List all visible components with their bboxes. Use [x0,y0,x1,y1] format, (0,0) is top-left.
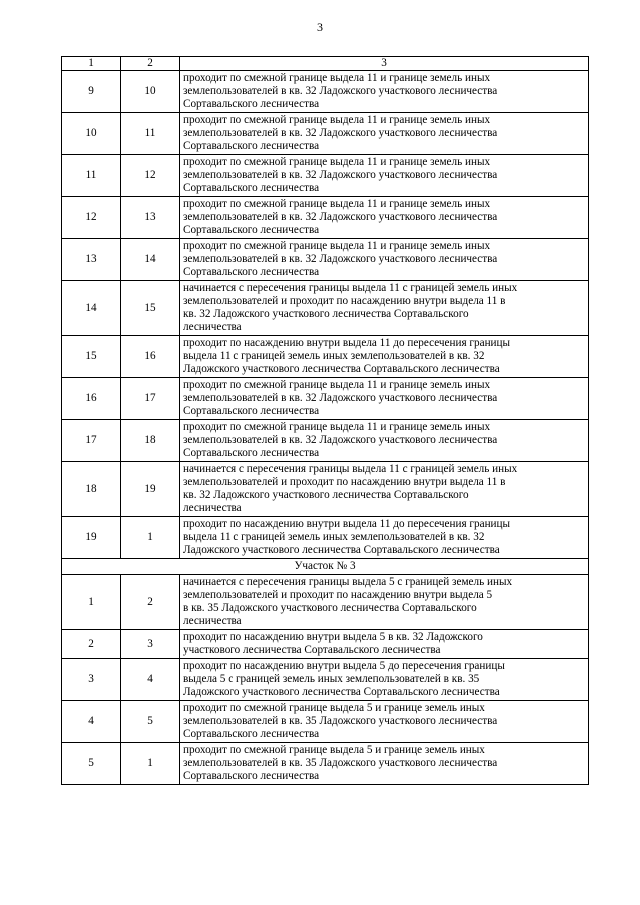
point-to-cell: 18 [121,420,180,462]
table-row [62,420,589,462]
point-to-cell: 2 [121,575,180,630]
table-row [62,71,589,113]
point-to-cell: 12 [121,155,180,197]
boundary-description-table [61,56,589,785]
boundary-description-cell: проходит по смежной границе выдела 5 и границе земель иных землепользователей в кв. 35 Ладожского участкового лесничества Сортавальского лесничества [180,701,589,743]
boundary-description-cell: начинается с пересечения границы выдела 11 с границей земель иных землепользователей и проходит по насаждению внутри выдела 11 в кв. 32 Ладожского участкового лесничества Сортавальского лесничества [180,462,589,517]
table-row [62,239,589,281]
point-from-cell: 12 [62,197,121,239]
point-from-cell: 3 [62,659,121,701]
point-to-cell: 19 [121,462,180,517]
table-row [62,155,589,197]
table-row [62,575,589,630]
point-to-cell: 13 [121,197,180,239]
table-row [62,701,589,743]
point-from-cell: 4 [62,701,121,743]
point-from-cell: 10 [62,113,121,155]
boundary-description-cell: проходит по смежной границе выдела 5 и границе земель иных землепользователей в кв. 35 Ладожского участкового лесничества Сортавальского лесничества [180,743,589,785]
boundary-description-cell: проходит по смежной границе выдела 11 и границе земель иных землепользователей в кв. 32 Ладожского участкового лесничества Сортавальского лесничества [180,155,589,197]
point-from-cell: 11 [62,155,121,197]
header-cell-col3: 3 [180,57,589,71]
point-from-cell: 18 [62,462,121,517]
table-row [62,336,589,378]
header-cell-col1: 1 [62,57,121,71]
point-to-cell: 15 [121,281,180,336]
point-to-cell: 3 [121,630,180,659]
point-to-cell: 1 [121,743,180,785]
point-to-cell: 1 [121,517,180,559]
boundary-description-cell: проходит по смежной границе выдела 11 и границе земель иных землепользователей в кв. 32 Ладожского участкового лесничества Сортавальского лесничества [180,378,589,420]
point-from-cell: 13 [62,239,121,281]
point-to-cell: 11 [121,113,180,155]
boundary-description-cell: начинается с пересечения границы выдела 5 с границей земель иных землепользователей и проходит по насаждению внутри выдела 5 в кв. 35 Ладожского участкового лесничества Сортавальского лесничества [180,575,589,630]
table-row [62,743,589,785]
point-from-cell: 19 [62,517,121,559]
boundary-description-cell: начинается с пересечения границы выдела 11 с границей земель иных землепользователей и проходит по насаждению внутри выдела 11 в кв. 32 Ладожского участкового лесничества Сортавальского лесничества [180,281,589,336]
boundary-description-cell: проходит по насаждению внутри выдела 5 в кв. 32 Ладожского участкового лесничества Сортавальского лесничества [180,630,589,659]
table-row [62,659,589,701]
boundary-description-cell: проходит по смежной границе выдела 11 и границе земель иных землепользователей в кв. 32 Ладожского участкового лесничества Сортавальского лесничества [180,113,589,155]
point-from-cell: 9 [62,71,121,113]
section-title-row [62,559,589,575]
point-to-cell: 4 [121,659,180,701]
table-header-row [62,57,589,71]
point-from-cell: 1 [62,575,121,630]
point-from-cell: 16 [62,378,121,420]
point-to-cell: 14 [121,239,180,281]
table-row [62,462,589,517]
point-from-cell: 15 [62,336,121,378]
boundary-description-cell: проходит по смежной границе выдела 11 и границе земель иных землепользователей в кв. 32 Ладожского участкового лесничества Сортавальского лесничества [180,197,589,239]
point-from-cell: 2 [62,630,121,659]
boundary-description-cell: проходит по насаждению внутри выдела 11 до пересечения границы выдела 11 с границей земель иных землепользователей в кв. 32 Ладожского участкового лесничества Сортавальского лесничества [180,517,589,559]
table-row [62,197,589,239]
table-row [62,517,589,559]
point-to-cell: 5 [121,701,180,743]
boundary-description-cell: проходит по смежной границе выдела 11 и границе земель иных землепользователей в кв. 32 Ладожского участкового лесничества Сортавальского лесничества [180,420,589,462]
boundary-description-cell: проходит по насаждению внутри выдела 11 до пересечения границы выдела 11 с границей земель иных землепользователей в кв. 32 Ладожского участкового лесничества Сортавальского лесничества [180,336,589,378]
point-from-cell: 17 [62,420,121,462]
boundary-description-cell: проходит по смежной границе выдела 11 и границе земель иных землепользователей в кв. 32 Ладожского участкового лесничества Сортавальского лесничества [180,71,589,113]
point-to-cell: 17 [121,378,180,420]
table-row [62,113,589,155]
table-row [62,281,589,336]
table-row [62,630,589,659]
page-number: 3 [317,20,323,34]
point-from-cell: 14 [62,281,121,336]
table-row [62,378,589,420]
point-from-cell: 5 [62,743,121,785]
boundary-description-cell: проходит по насаждению внутри выдела 5 до пересечения границы выдела 5 с границей земель иных землепользователей в кв. 35 Ладожского участкового лесничества Сортавальского лесничества [180,659,589,701]
boundary-description-cell: проходит по смежной границе выдела 11 и границе земель иных землепользователей в кв. 32 Ладожского участкового лесничества Сортавальского лесничества [180,239,589,281]
point-to-cell: 16 [121,336,180,378]
section-title: Участок № 3 [62,559,589,575]
point-to-cell: 10 [121,71,180,113]
header-cell-col2: 2 [121,57,180,71]
